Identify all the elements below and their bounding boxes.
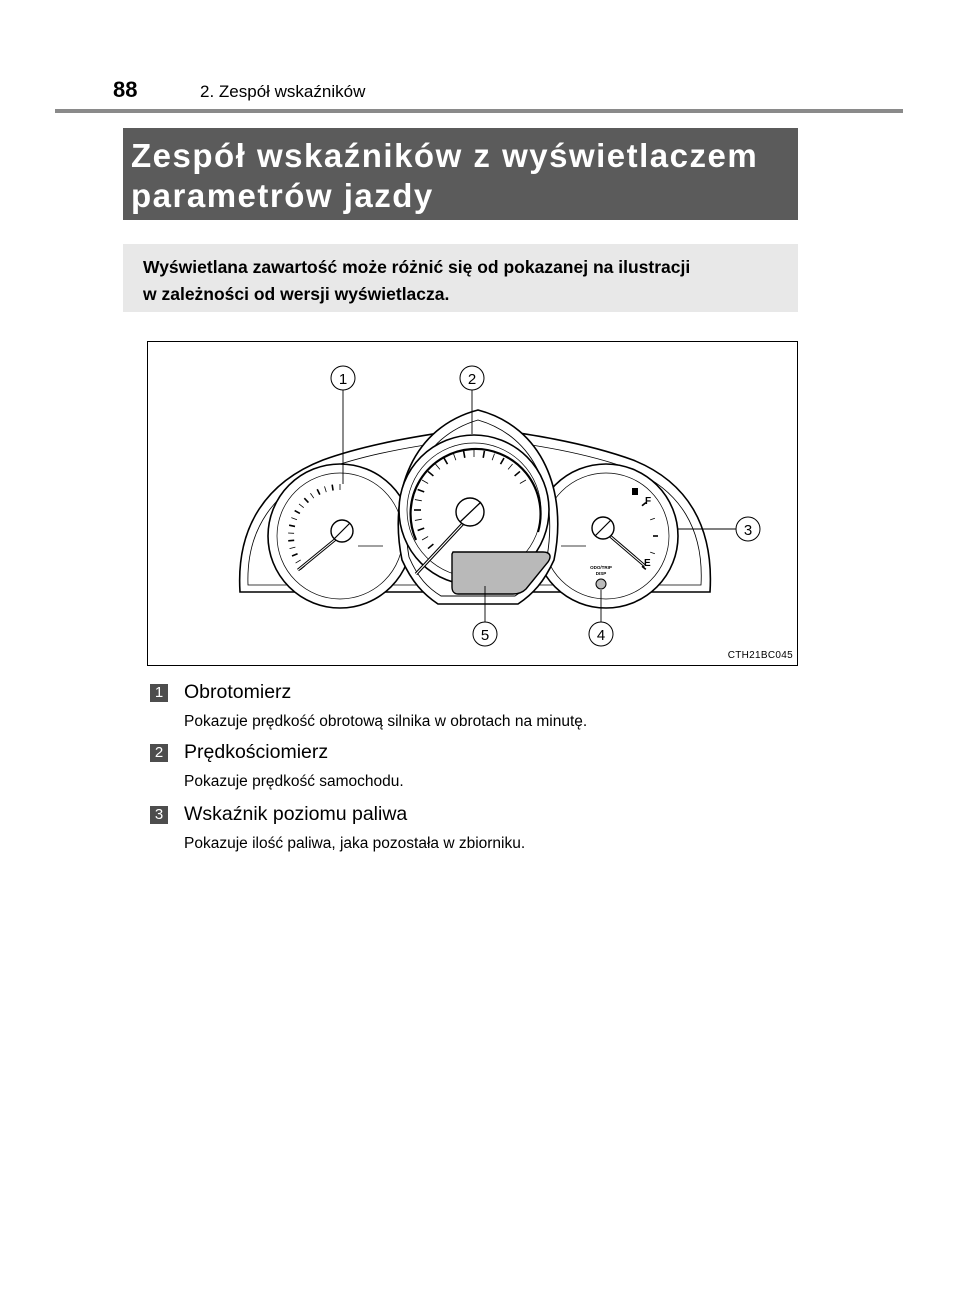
odo-trip-label: ODO/TRIP — [590, 565, 612, 570]
header-divider — [55, 109, 903, 113]
section-title-line-2: parametrów jazdy — [131, 177, 434, 214]
section-title-line-1: Zespół wskaźników z wyświetlaczem — [131, 137, 759, 174]
item-title: Obrotomierz — [184, 681, 292, 703]
item-description: Pokazuje prędkość samochodu. — [184, 773, 404, 790]
figure-code: CTH21BC045 — [727, 650, 793, 661]
gauge-tick — [288, 540, 294, 541]
note-line-1: Wyświetlana zawartość może różnić się od pokazanej na ilustracji — [143, 257, 691, 277]
speedometer-gauge — [398, 410, 558, 604]
section-title — [123, 128, 798, 220]
item-number: 1 — [150, 684, 168, 702]
callout-5-label: 5 — [480, 627, 490, 644]
fuel-full-label: F — [645, 496, 652, 507]
callout-2-label: 2 — [467, 371, 477, 388]
disp-label: DISP — [595, 571, 607, 576]
gauge-tick — [332, 485, 333, 491]
callout-4-label: 4 — [596, 627, 606, 644]
note-box — [123, 244, 798, 312]
callout-3 — [736, 517, 760, 541]
callout-1 — [331, 366, 355, 390]
tachometer-gauge — [268, 464, 412, 608]
instrument-cluster-figure — [147, 341, 798, 666]
callout-1-label: 1 — [338, 371, 348, 388]
callout-3-label: 3 — [743, 522, 753, 539]
fuel-empty-label: E — [644, 558, 651, 569]
instrument-cluster-illustration — [148, 342, 799, 667]
page-number: 88 — [113, 77, 138, 102]
item-description: Pokazuje ilość paliwa, jaka pozostała w zbiorniku. — [184, 835, 526, 852]
item-title: Prędkościomierz — [184, 741, 329, 763]
fuel-pump-icon — [632, 488, 638, 495]
callout-5 — [473, 622, 497, 646]
note-line-2: w zależności od wersji wyświetlacza. — [143, 284, 450, 304]
chapter-title: 2. Zespół wskaźników — [200, 82, 366, 101]
item-description: Pokazuje prędkość obrotową silnika w obrotach na minutę. — [184, 713, 588, 730]
item-number: 3 — [150, 806, 168, 824]
item-title: Wskaźnik poziomu paliwa — [184, 803, 408, 825]
callout-4 — [589, 622, 613, 646]
item-number: 2 — [150, 744, 168, 762]
callout-2 — [460, 366, 484, 390]
